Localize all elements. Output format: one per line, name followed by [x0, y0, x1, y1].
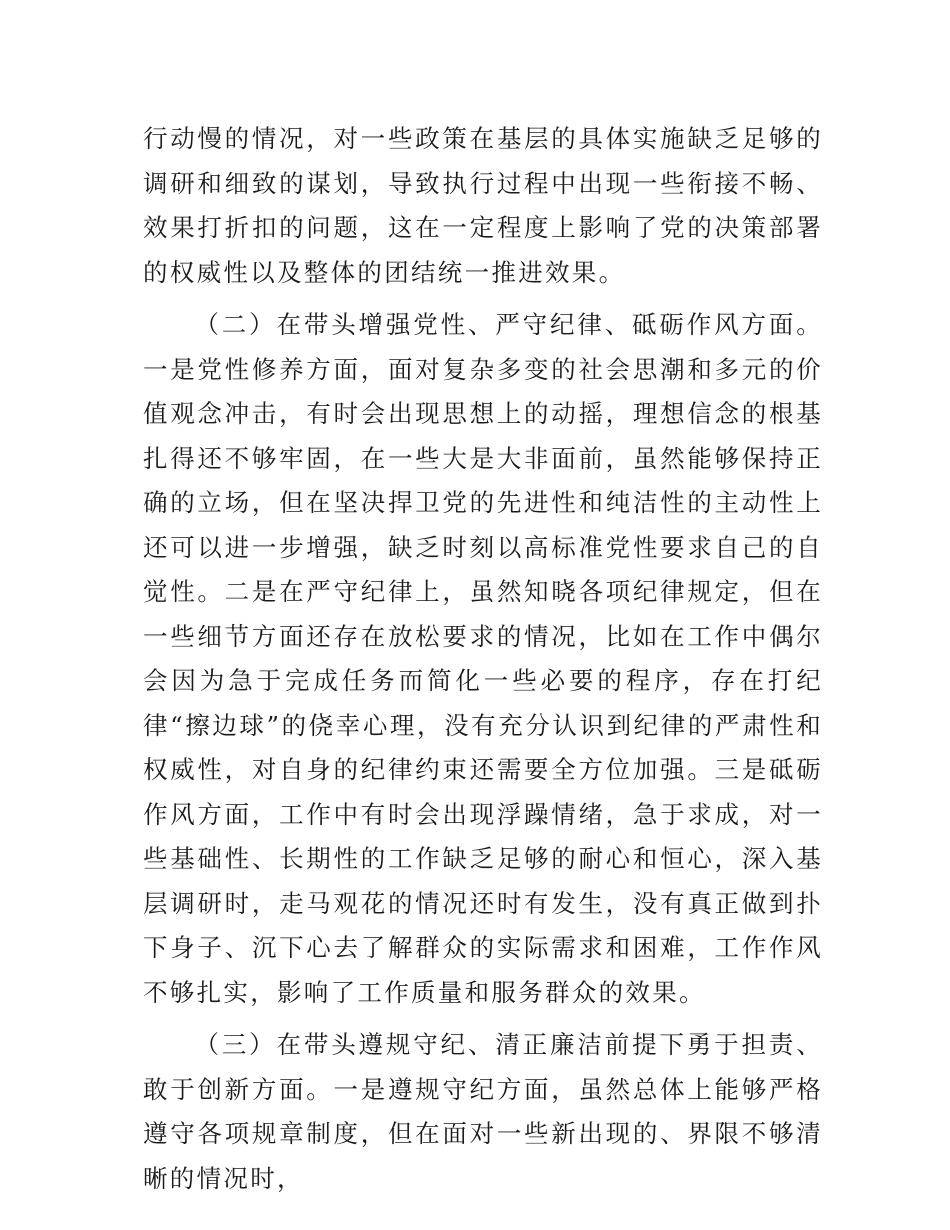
paragraph-continuation: 行动慢的情况，对一些政策在基层的具体实施缺乏足够的调研和细致的谋划，导致执行过程中出现一些衔接不畅、效果打折扣的问题，这在一定程度上影响了党的决策部署的权威性以及整体的团结统一推进效果。	[143, 124, 823, 287]
paragraph-section-two: （二）在带头增强党性、严守纪律、砥砺作风方面。一是党性修养方面，面对复杂多变的社会思潮和多元的价值观念冲击，有时会出现思想上的动摇，理想信念的根基扎得还不够牢固，在一些大是大非面前，虽然能够保持正确的立场，但在坚决捍卫党的先进性和纯洁性的主动性上还可以进一步增强，缺乏时刻以高标准党性要求自己的自觉性。二是在严守纪律上，虽然知晓各项纪律规定，但在一些细节方面还存在放松要求的情况，比如在工作中偶尔会因为急于完成任务而简化一些必要的程序，存在打纪律“擦边球”的侥幸心理，没有充分认识到纪律的严肃性和权威性，对自身的纪律约束还需要全方位加强。三是砥砺作风方面，工作中有时会出现浮躁情绪，急于求成，对一些基础性、长期性的工作缺乏足够的耐心和恒心，深入基层调研时，走马观花的情况还时有发生，没有真正做到扑下身子、沉下心去了解群众的实际需求和困难，工作作风不够扎实，影响了工作质量和服务群众的效果。	[143, 310, 823, 1007]
paragraph-section-three: （三）在带头遵规守纪、清正廉洁前提下勇于担责、敢于创新方面。一是遵规守纪方面，虽然总体上能够严格遵守各项规章制度，但在面对一些新出现的、界限不够清晰的情况时，	[143, 1030, 823, 1193]
document-body	[143, 117, 823, 1201]
